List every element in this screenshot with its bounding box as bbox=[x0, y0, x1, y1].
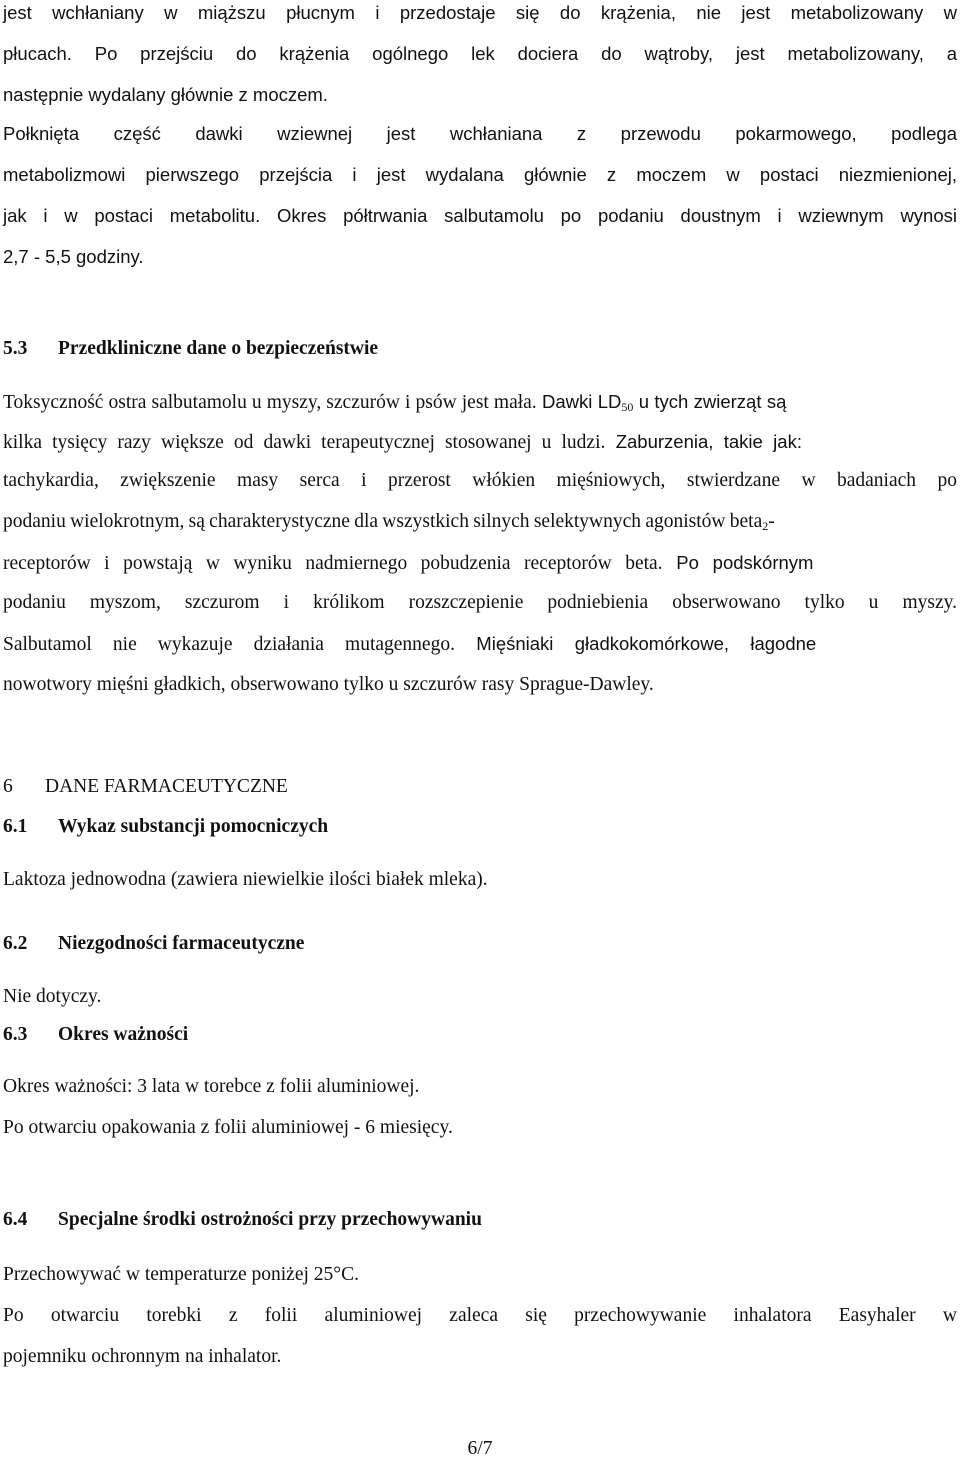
paragraph-line bbox=[3, 632, 957, 657]
paragraph-line: Okres ważności: 3 lata w torebce z folii aluminiowej. bbox=[3, 1076, 420, 1097]
subscript: 2 bbox=[762, 519, 769, 533]
section-number: 5.3 bbox=[3, 338, 28, 359]
section-heading-6-3 bbox=[3, 1023, 957, 1047]
section-number: 6.2 bbox=[3, 933, 28, 954]
paragraph-line bbox=[3, 510, 957, 534]
section-number: 6.3 bbox=[3, 1024, 28, 1045]
section-heading-6-1 bbox=[3, 815, 957, 839]
text-run: receptorów i powstają w wyniku nadmiernego pobudzenia receptorów beta. bbox=[3, 553, 663, 574]
paragraph-line: Po otwarciu torebki z folii aluminiowej zaleca się przechowywanie inhalatora Easyhaler w bbox=[3, 1305, 957, 1326]
section-number: 6.4 bbox=[3, 1209, 28, 1230]
section-title: DANE FARMACEUTYCZNE bbox=[45, 776, 288, 797]
section-number: 6 bbox=[3, 776, 13, 797]
paragraph-line: płucach. Po przejściu do krążenia ogólnego lek dociera do wątroby, jest metabolizowany, a bbox=[3, 43, 957, 64]
section-title: Wykaz substancji pomocniczych bbox=[58, 816, 329, 837]
text-run: podaniu wielokrotnym, są charakterystyczne dla wszystkich silnych selektywnych agonistów beta bbox=[3, 511, 763, 532]
section-heading-6 bbox=[3, 775, 957, 799]
paragraph-line: metabolizmowi pierwszego przejścia i jest wydalana głównie z moczem w postaci niezmienionej, bbox=[3, 164, 957, 185]
subscript: 50 bbox=[621, 400, 634, 414]
text-run: Salbutamol nie wykazuje działania mutagennego. bbox=[3, 634, 455, 655]
paragraph-line: tachykardia, zwiększenie masy serca i przerost włókien mięśniowych, stwierdzane w badaniach po bbox=[3, 470, 957, 491]
paragraph-line: Przechowywać w temperaturze poniżej 25°C. bbox=[3, 1264, 359, 1285]
paragraph-line: 2,7 - 5,5 godziny. bbox=[3, 246, 144, 267]
paragraph-line bbox=[3, 551, 957, 576]
section-heading-6-2 bbox=[3, 932, 957, 956]
text-run: u tych zwierząt są bbox=[633, 391, 787, 412]
section-title: Specjalne środki ostrożności przy przechowywaniu bbox=[58, 1209, 482, 1230]
text-run: Dawki LD bbox=[536, 391, 622, 412]
paragraph-line: jak i w postaci metabolitu. Okres półtrwania salbutamolu po podaniu doustnym i wziewnym wynosi bbox=[3, 205, 957, 226]
text-run: Po podskórnym bbox=[662, 552, 814, 573]
paragraph-line: nowotwory mięśni gładkich, obserwowano tylko u szczurów rasy Sprague-Dawley. bbox=[3, 674, 654, 695]
text-run: kilka tysięcy razy większe od dawki terapeutycznej stosowanej u ludzi. bbox=[3, 432, 606, 453]
section-heading-5-3 bbox=[3, 337, 957, 361]
section-heading-6-4 bbox=[3, 1208, 957, 1232]
paragraph-line: Nie dotyczy. bbox=[3, 986, 102, 1007]
paragraph-line: następnie wydalany głównie z moczem. bbox=[3, 84, 328, 105]
paragraph-line: Laktoza jednowodna (zawiera niewielkie ilości białek mleka). bbox=[3, 869, 488, 890]
section-title: Przedkliniczne dane o bezpieczeństwie bbox=[58, 338, 379, 359]
text-run: Toksyczność ostra salbutamolu u myszy, szczurów i psów jest mała. bbox=[3, 392, 537, 413]
text-run: Zaburzenia, takie jak: bbox=[605, 431, 802, 452]
page-number: 6/7 bbox=[467, 1438, 493, 1459]
paragraph-line: Połknięta część dawki wziewnej jest wchłaniana z przewodu pokarmowego, podlega bbox=[3, 123, 957, 144]
paragraph-line bbox=[3, 430, 957, 455]
section-title: Okres ważności bbox=[58, 1024, 189, 1045]
text-run: Mięśniaki gładkokomórkowe, łagodne bbox=[454, 633, 817, 654]
section-number: 6.1 bbox=[3, 816, 28, 837]
paragraph-line: jest wchłaniany w miąższu płucnym i przedostaje się do krążenia, nie jest metabolizowany w bbox=[3, 2, 957, 23]
section-title: Niezgodności farmaceutyczne bbox=[58, 933, 305, 954]
text-run: - bbox=[768, 511, 775, 532]
paragraph-line: Po otwarciu opakowania z folii aluminiowej - 6 miesięcy. bbox=[3, 1117, 453, 1138]
paragraph-line bbox=[3, 390, 957, 415]
paragraph-line: podaniu myszom, szczurom i królikom rozszczepienie podniebienia obserwowano tylko u myszy. bbox=[3, 592, 957, 613]
paragraph-line: pojemniku ochronnym na inhalator. bbox=[3, 1346, 282, 1367]
